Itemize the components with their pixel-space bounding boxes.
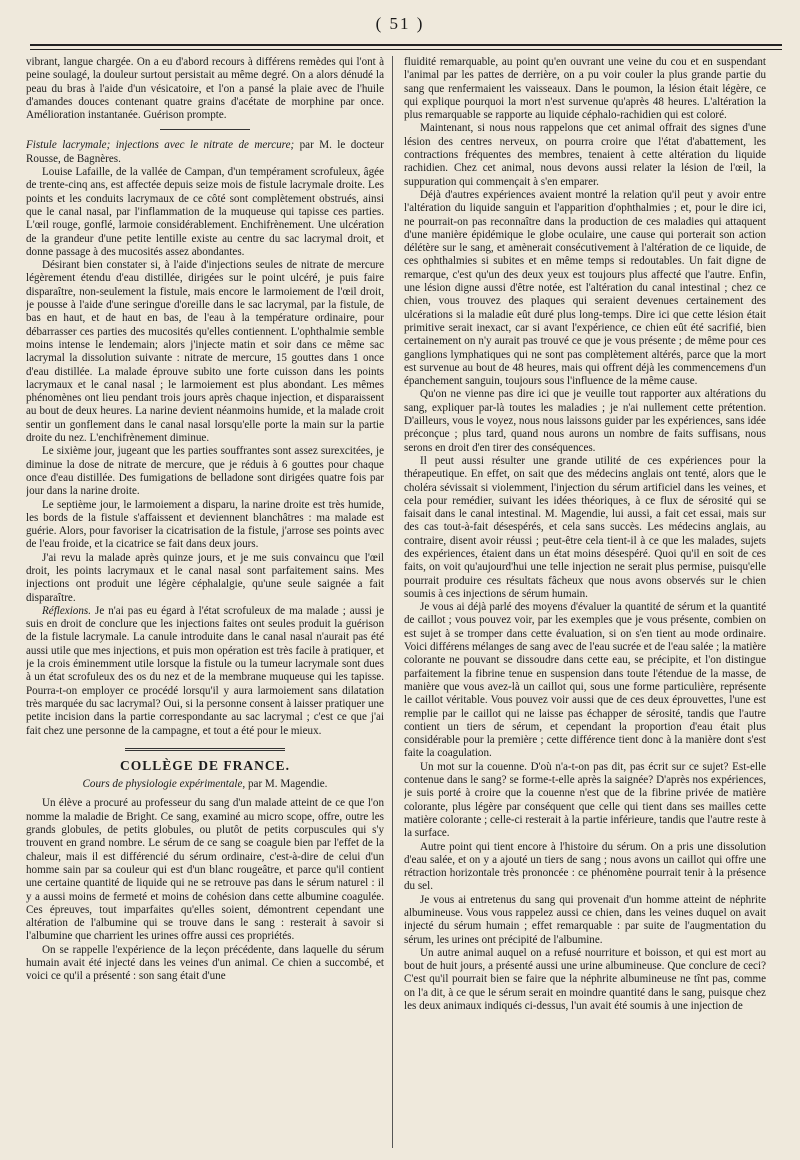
- course-byline: par M. Magendie.: [245, 778, 328, 791]
- article-paragraph: Louise Lafaille, de la vallée de Campan, d'un tempérament scrofuleux, âgée de trente-cinq ans, est affectée depuis seize mois de fistule lacrymale droite. Les points et les conduits lacrymaux de ce côté sont complètement obstrués, ainsi que le canal nasal, par l'inflammation de la muqueuse qui tapisse ces parties. L'œil rouge, gonflé, larmoie considérablement. Enchifrènement. Une ulcération de la grandeur d'une petite lentille existe au centre du sac lacrymal droit, et donne passage à des mucosités assez abondantes.: [26, 166, 384, 258]
- column-divider: [392, 56, 393, 1148]
- article-title: [26, 139, 384, 166]
- section-paragraph: On se rappelle l'expérience de la leçon précédente, dans laquelle du sérum humain avait été injecté dans les veines d'un animal. Ce chien a succombé, et voici ce qu'il a présenté : son sang était d'une: [26, 943, 384, 983]
- section-paragraph: Un élève a procuré au professeur du sang d'un malade atteint de ce que l'on nomme la maladie de Bright. Ce sang, examiné au micro scope, offre, outre les grands globules, de petits globules, ou plutôt de petits corpuscules qui s'y trouvent en grand nombre. Le sérum de ce sang se coagule bien par l'effet de la chaleur, mais il est différencié du sérum ordinaire, c'est-à-dire de celui d'un homme sain par sa couleur qui est d'un blanc rougeâtre, et parce qu'il contient une certaine quantité de liquide qui ne se retrouve pas dans le sérum naturel : il y a aussi moins de fermeté et moins de cohésion dans cette albumine coagulée. Ces épreuves, tout imparfaites qu'elles soient, démontrent cependant une altération de l'albumine qui se trouve dans le sang : resterait à savoir si l'albumine que charrient les urines offre aussi ces propriétés.: [26, 797, 384, 943]
- article-paragraph: Désirant bien constater si, à l'aide d'injections seules de nitrate de mercure légèrement étendu d'eau distillée, dirigées sur le point ulcéré, je puis faire disparaître, non-seulement la fistule, mais encore le larmoiement de l'œil droit, je pousse à l'aide d'une seringue d'oreille dans le sac lacrymal, par la fistule, de bas en haut, et de haut en bas, de l'eau à la température ordinaire, pour débarrasser ces parties des mucosités qu'elles contiennent. L'ophthalmie semble moins intense le lendemain; alors j'injecte matin et soir dans ce même sac lacrymal la dissolution suivante : nitrate de mercure, 15 gouttes dans 1 once d'eau distillée. La malade éprouve subito une forte cuisson dans les points lacrymaux et le canal nasal ; le larmoiement est plus abondant. Les mêmes phénomènes ont lieu pendant trois jours après chaque injection, et disparaissent au bout de deux heures. La narine devient néanmoins humide, et la malade croit sentir un gonflement dans le canal nasal lorsqu'elle porte la main sur la partie droite du nez. L'enchifrènement diminue.: [26, 259, 384, 445]
- reflexions-paragraph: [26, 605, 384, 738]
- course-title-italic: Cours de physiologie expérimentale,: [82, 778, 246, 791]
- article-paragraph: Le septième jour, le larmoiement a disparu, la narine droite est très humide, les bords de la fistule s'affaissent et deviennent blanchâtres : ma malade est guérie. Alors, pour favoriser la cicatrisation de la fistule, j'arrose ses points avec de l'eau froide, et la cicatrice se fait dans deux jours.: [26, 498, 384, 551]
- article-paragraph: Le sixième jour, jugeant que les parties souffrantes sont assez surexcitées, je diminue la dose de nitrate de mercure, que je réduis à 6 gouttes pour chaque once d'eau distillée. Des fumigations de belladone sont dirigées quatre fois par jour dans la narine droite.: [26, 445, 384, 498]
- right-paragraph: Qu'on ne vienne pas dire ici que je veuille tout rapporter aux altérations du sang, expliquer par-là toutes les maladies ; je n'ai nullement cette prétention. D'ailleurs, vous le voyez, nous nous laissons guider par les expériences, sans idée préconçue ; plus tard, quand nous aurons un nombre de faits suffisans, nous serons en droit d'en tirer des conséquences.: [404, 388, 766, 454]
- article-title-italic: Fistule lacrymale; injections avec le nitrate de mercure;: [26, 139, 295, 152]
- right-paragraph: Il peut aussi résulter une grande utilité de ces expériences pour la thérapeutique. En effet, on sait que des médecins anglais ont tenté, alors que le choléra sévissait si violemment, l'injection du sérum artificiel dans les veines, et cela pour remédier, suivant les idées théoriques, à ce flux de sérosité qui se faisait dans le canal intestinal. M. Magendie, lui aussi, a fait cet essai, mais sur des cas tout-à-fait désespérés, et cela sans succès. Les médecins anglais, au contraire, disent avoir réussi ; peut-être cela tient-il à ce que les malades, sujets des expériences, étaient dans un état moins désespéré. Quoi qu'il en soit de ces faits, on voit qu'aujourd'hui une telle injection ne serait plus permise, puisqu'elle pourrait produire ces résultats fâcheux que nous avons observés sur le chien soumis à ces injections de sérum humain.: [404, 454, 766, 600]
- section-separator: [125, 748, 285, 751]
- right-paragraph: Je vous ai déjà parlé des moyens d'évaluer la quantité de sérum et la quantité de caillot ; vous pouvez voir, par les exemples que je vous présente, combien on est sujet à se tromper dans cette évaluation, si on s'en tient au mode ordinaire. Voici différens mélanges de sang avec de l'eau sucrée et de l'eau salée ; la matière colorante ne pouvant se dissoudre dans cette eau, se précipite, et l'on distingue parfaitement la fibrine tenue en suspension dans toute l'étendue de la masse, de manière que vous avez-là un caillot qui, sous une forme particulière, représente le caillot véritable. Vous pouvez voir aussi que de ces deux éprouvettes, l'une est remplie par le caillot qui ne laisse pas échapper de sérosité, tandis que l'autre contient un tiers de sérum, et cependant la proportion d'eau était plus considérable pour la première ; cette différence tient donc à la manière dont s'est faite la coagulation.: [404, 601, 766, 760]
- right-paragraph: Autre point qui tient encore à l'histoire du sérum. On a pris une dissolution d'eau salée, et on y a ajouté un tiers de sang ; nous avons un caillot qui offre une rétraction horizontale très prononcée : ce phénomène pourrait tenir à la présence du sel.: [404, 840, 766, 893]
- right-paragraph: Déjà d'autres expériences avaient montré la relation qu'il peut y avoir entre l'altération du liquide sanguin et l'apparition d'ophthalmies ; et, pour le dire ici, ne pourrait-on pas reconnaître dans la production de ces maladies qui attaquent d'une manière épidémique le globe oculaire, une cause qui porterait son action délétère sur le sang, et amènerait consécutivement à l'altération de ce liquide, de ces ophthalmies si subites et en même temps si redoutables. Un fait digne de remarque, c'est qu'un des deux yeux est toujours plus affecté que l'autre. Enfin, une lésion digne aussi d'être notée, est l'altération du canal intestinal ; chez ce chien, vous trouvez des plaques qui seraient devenues certainement des ulcérations si la maladie eût duré plus long-temps. Dire ici que cette lésion était primitive serait inexact, car si avant l'expérience, ce chien eût été sacrifié, bien certainement on n'y aurait pas trouvé ce que je vous présente ; de même pour ces ganglions lymphatiques qui ne sont pas complètement altérés, parce que la mort est survenue au bout de 48 heures, mais qui offrent déjà les commencemens d'un épanchement sanguin, toujours sous l'influence de la même cause.: [404, 188, 766, 388]
- reflexions-text: Je n'ai pas eu égard à l'état scrofuleux de ma malade ; aussi je suis en droit de conclure que les injections faites ont seules produit la guérison de la fistule lacrymale. La canule introduite dans le canal nasal n'aurait pas été aussi utile que mes injections, et puis mon opération est très facile à pratiquer, et je la crois éminemment utile lorsque la fistule ou la tumeur lacrymale sont dues à un état scrofuleux des os du nez et de la membrane muqueuse qui les tapisse. Pourra-t-on employer ce procédé lorsqu'il y aura larmoiement sans dilatation très marquée du sac lacrymal? Oui, si la personne consent à laisser pratiquer une petite incision dans la partie correspondante au sac lacrymal ; c'est ce que j'ai fait chez une personne de la campagne, et tout a été pour le mieux.: [26, 604, 384, 737]
- page-number: ( 51 ): [375, 14, 425, 33]
- right-column: [404, 56, 766, 1152]
- right-paragraph: Je vous ai entretenus du sang qui provenait d'un homme atteint de néphrite albumineuse. Vous vous rappelez aussi ce chien, dans les veines duquel on avait injecté du sérum humain ; effet remarquable : par suite de l'augmentation du sérum, les urines ont précipité de l'albumine.: [404, 893, 766, 946]
- article-byline: par M. le docteur Rousse, de Bagnères.: [26, 139, 384, 165]
- intro-paragraph: vibrant, langue chargée. On a eu d'abord recours à différens remèdes qui l'ont à peine soulagé, la douleur surtout persistait au même degré. On a alors dénudé la peau du bras à l'aide d'un vésicatoire, et l'on a pansé la plaie avec de l'huile d'amandes douces contenant quatre grains d'acétate de morphine par once. Amélioration instantanée. Guérison prompte.: [26, 56, 384, 122]
- right-paragraph: fluidité remarquable, au point qu'en ouvrant une veine du cou et en suspendant l'animal par les pattes de derrière, on a pu voir couler la plus grande partie du sang que renfermaient les vaisseaux. Dans le poumon, la lésion était légère, ce qui explique pourquoi la mort n'est survenue qu'après 48 heures. L'altération la plus remarquable se rapporte au liquide céphalo-rachidien qui est coloré.: [404, 56, 766, 122]
- left-column: [26, 56, 384, 1152]
- reflexions-label: Réflexions.: [42, 604, 91, 617]
- right-paragraph: Un mot sur la couenne. D'où n'a-t-on pas dit, pas écrit sur ce sujet? Est-elle contenue dans le sang? se forme-t-elle après la saignée? D'après nos expériences, je suis porté à croire que la couenne n'est que de la fibrine privée de matière colorante, plus légère par conséquent que celle qui tient dans ses mailles cette matière colorante ; celle-ci resterait à la partie inférieure, tandis que l'autre reste à la surface.: [404, 760, 766, 840]
- article-separator: [160, 129, 250, 130]
- article-paragraph: J'ai revu la malade après quinze jours, et je me suis convaincu que l'œil droit, les points lacrymaux et le canal nasal sont parfaitement sains. Mes injections ont produit une légère céphalalgie, qu'une seule saignée a fait disparaître.: [26, 551, 384, 604]
- header-rule: [30, 44, 782, 50]
- right-paragraph: Un autre animal auquel on a refusé nourriture et boisson, et qui est mort au bout de huit jours, a présenté aussi une urine albumineuse. Que conclure de ceci? C'est qu'il pourrait bien se faire que la néphrite albumineuse ne tînt pas, comme on l'a dit, à ce que le sérum serait en moindre quantité dans le sang, puisque chez les deux animaux indiqués ci-dessus, l'un avait été soumis à une injection de: [404, 946, 766, 1013]
- section-heading: COLLÈGE DE FRANCE.: [120, 757, 290, 773]
- course-title: [26, 778, 384, 791]
- right-paragraph: Maintenant, si nous nous rappelons que cet animal offrait des signes d'une lésion des centres nerveux, on pourra croire que l'état d'abattement, les contractions fréquentes des membres, tenaient à cette altération du liquide rachidien. Chez cet animal, nous devons aussi relater la lésion de l'œil, la suppuration qui commençait à s'en emparer.: [404, 122, 766, 188]
